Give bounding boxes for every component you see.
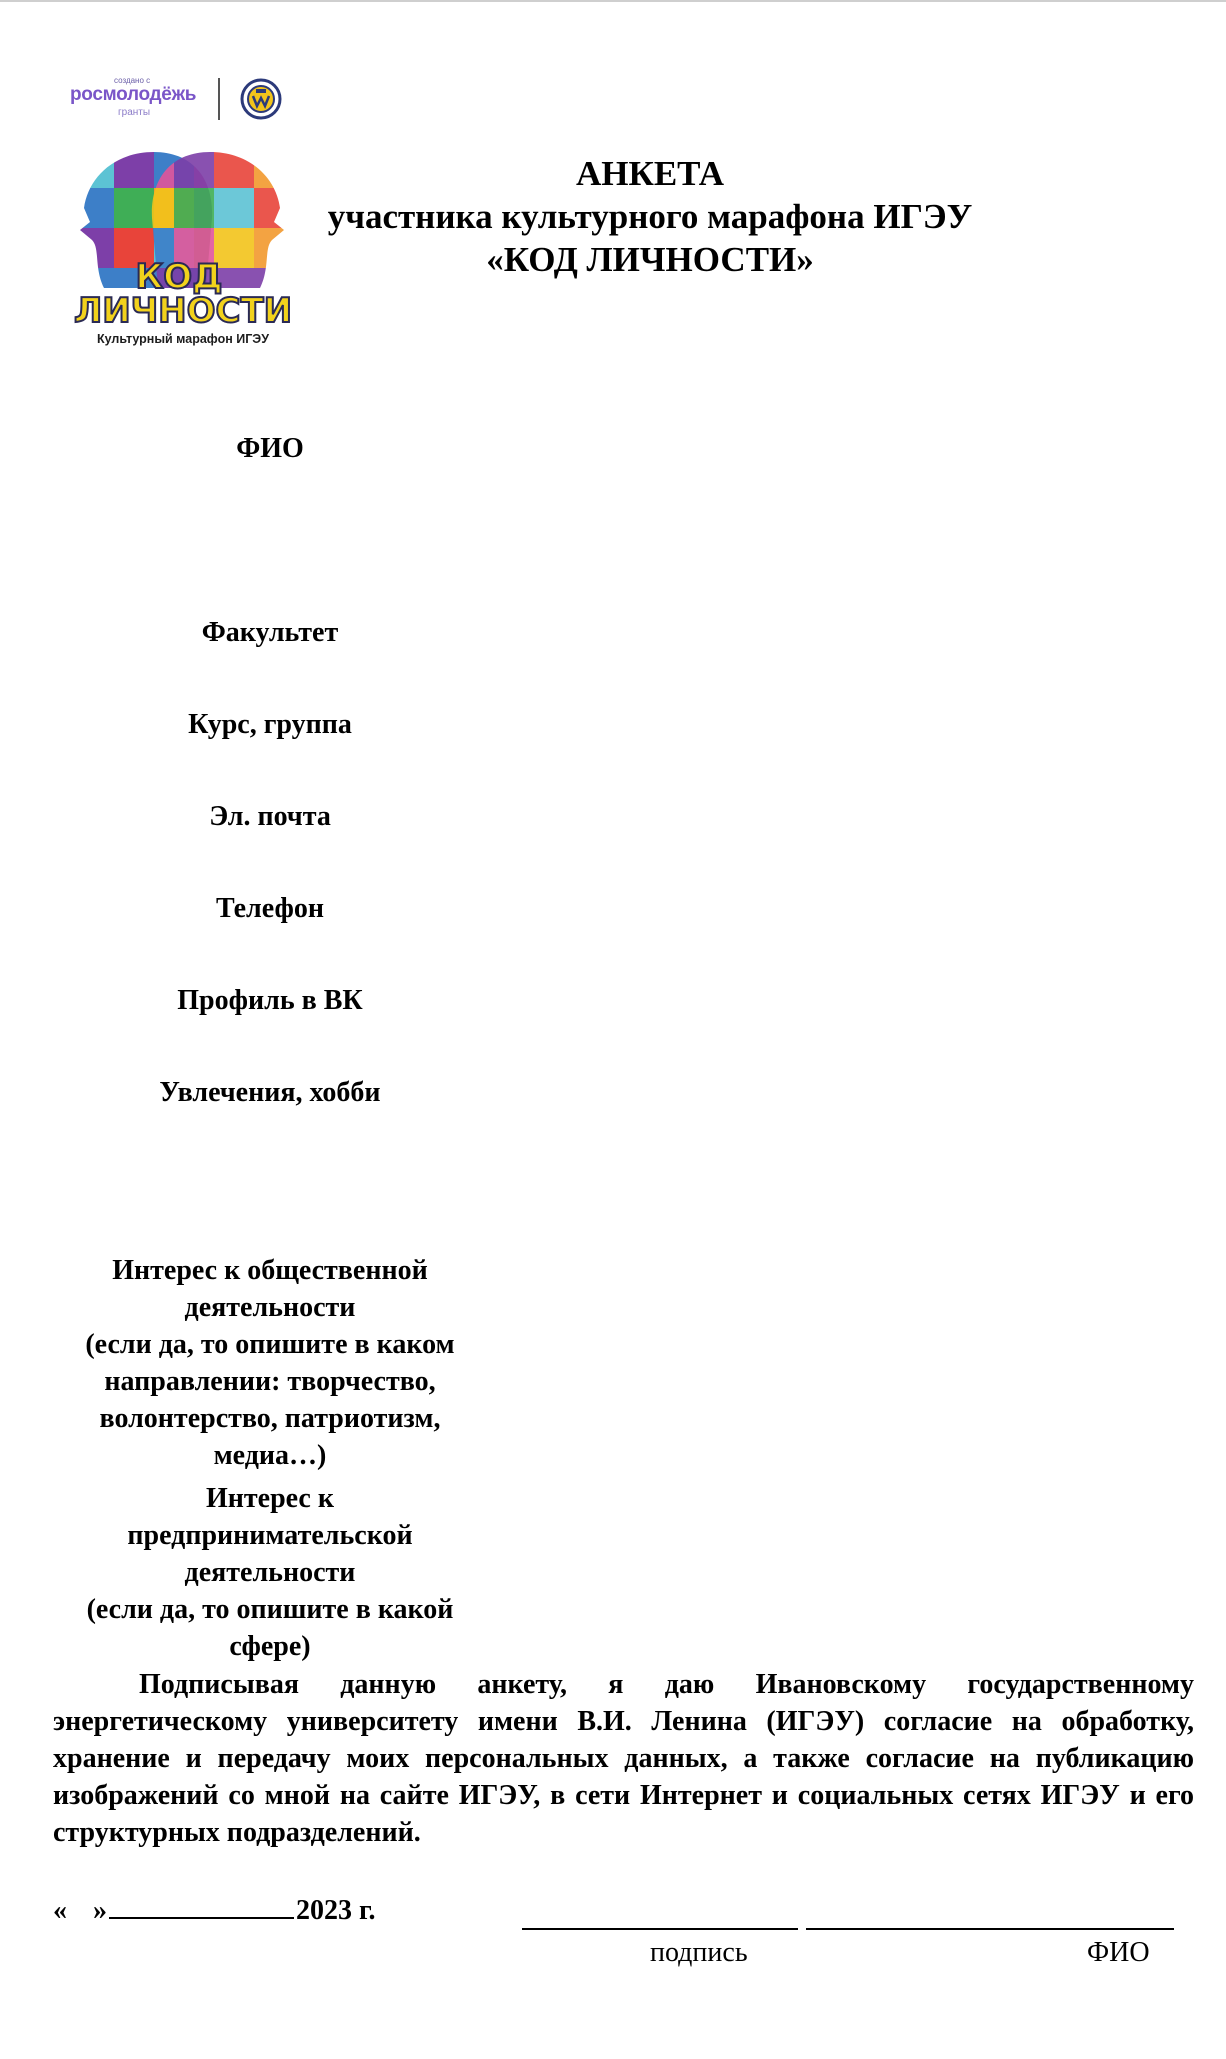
university-seal-icon [240,78,282,120]
business-interest-line: Интерес к [206,1483,334,1514]
logo-subtitle: Культурный марафон ИГЭУ [97,332,269,346]
sponsor-divider [218,78,220,120]
field-label-phone: Телефон [215,893,325,924]
date-line [53,1892,376,1929]
sponsor-brand: росмолодёжь [70,84,197,105]
social-interest-line: Интерес к общественной [112,1255,428,1286]
date-year: 2023 г. [296,1895,376,1926]
social-interest-line: медиа…) [213,1440,327,1471]
business-interest-line: деятельности [184,1557,356,1588]
signature-label: подпись [650,1937,748,1968]
consent-paragraph: Подписывая данную анкету, я даю Ивановскому государственному энергетическому университету имени В.И. Ленина (ИГЭУ) согласие на обработку, хранение и передачу моих персональных данных, а также согласие на публикацию изображений со мной на сайте ИГЭУ, в сети Интернет и социальных сетях ИГЭУ и его структурных подразделений. [53,1669,1194,1848]
business-interest-line: (если да, то опишите в какой [86,1594,454,1625]
header-project-name: «КОД ЛИЧНОСТИ» [486,240,814,279]
social-interest-line: (если да, то опишите в каком [85,1329,455,1360]
header-title: АНКЕТА [575,154,725,193]
field-label-course-group: Курс, группа [188,709,352,740]
field-label-faculty: Факультет [201,617,339,648]
social-interest-line: деятельности [184,1292,356,1323]
logo-title [74,257,293,331]
sponsor-strip [70,74,300,124]
field-label-business-interest [50,1480,490,1665]
top-border [0,0,1226,2]
business-interest-line: предпринимательской [127,1520,413,1551]
date-close-quote: » [93,1895,107,1926]
sponsor-small-text: создано с [114,76,151,85]
header-subtitle: участника культурного марафона ИГЭУ [327,197,973,236]
document-header [260,152,1040,281]
logo-title-line1: КОД [135,257,223,297]
name-line[interactable] [806,1928,1174,1930]
field-label-email: Эл. почта [209,801,331,832]
signature-line[interactable] [522,1928,798,1930]
kod-lichnosti-logo [74,148,293,348]
logo-title-line2: ЛИЧНОСТИ [74,291,293,331]
field-label-fio: ФИО [236,433,304,464]
date-month-blank[interactable] [109,1893,294,1919]
date-open-quote: « [53,1895,67,1926]
social-interest-line: направлении: творчество, [104,1366,436,1397]
sponsor-sub: гранты [118,107,151,118]
field-label-hobbies: Увлечения, хобби [159,1077,381,1108]
field-label-vk-profile: Профиль в ВК [177,985,363,1016]
social-interest-line: волонтерство, патриотизм, [99,1403,441,1434]
field-label-social-interest [50,1252,490,1474]
name-label: ФИО [1087,1937,1150,1968]
business-interest-line: сфере) [229,1631,311,1662]
